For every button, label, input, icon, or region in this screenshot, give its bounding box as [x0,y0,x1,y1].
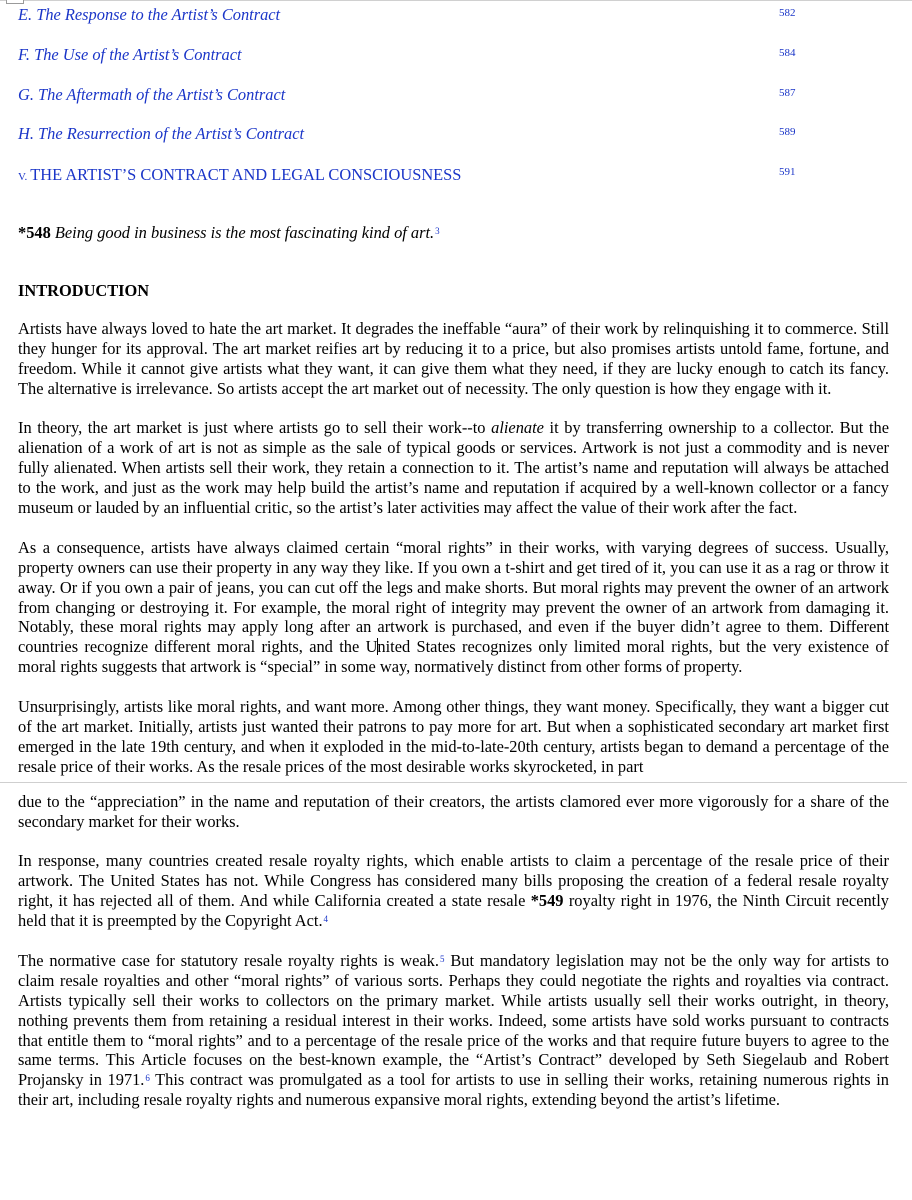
body-paragraph [18,951,889,1110]
paragraph-text: nited States recognizes only limited moral rights, but the very existence of moral rights suggests that artwork is “special” in some way, normatively distinct from other forms of property. [18,637,889,677]
toc-entry-link[interactable] [18,165,461,185]
toc-entry-title: THE ARTIST’S CONTRACT AND LEGAL CONSCIOUSNESS [30,165,462,184]
footnote-link[interactable]: 6 [145,1073,150,1084]
section-heading: INTRODUCTION [18,280,150,300]
toc-page-number[interactable]: 589 [779,126,796,139]
toc-row [18,85,898,125]
toc-row [18,124,898,164]
paragraph-text: royalty right in 1976, the Ninth Circuit recently held that it is preempted by the Copyright Act. [18,891,889,931]
paragraph-text: In theory, the art market is just where artists go to sell their work--to [18,418,492,438]
page-corner-marker [6,0,24,4]
toc-entry-link[interactable]: E. The Response to the Artist’s Contract [18,5,281,24]
toc-row [18,45,898,85]
page-top-border [0,0,912,1]
emphasis-text: alienate [491,418,544,438]
toc-entry-link[interactable]: F. The Use of the Artist’s Contract [18,44,242,64]
paragraph-text: it by transferring ownership to a collector. But the alienation of a work of art is not as simple as the sale of typical goods or services. Artwork is not just a commodity and is never fully alienated. When artists sell their work, they retain a connection to it. The artist’s name and reputation will always be attached to the work, and just as the work may help build the artist’s name and reputation if acquired by a well-known collector or a fancy museum or lauded by an influential critic, so the artist’s later activities may affect the value of their work after the fact. [18,418,889,518]
toc-entry-link[interactable]: H. The Resurrection of the Artist’s Contract [18,124,305,144]
page-break-divider [0,782,907,783]
toc-row [18,164,898,204]
body-paragraph: Artists have always loved to hate the art market. It degrades the ineffable “aura” of their work by relinquishing it to commerce. Still they hunger for its approval. The art market reifies art by reducing it to a price, but also promises artists untold fame, fortune, and freedom. While it cannot give artists what they want, it can give them what they need, if they are lucky enough to catch its fancy. The alternative is irrelevance. So artists accept the art market out of necessity. The only question is how they engage with it. [18,318,889,398]
body-paragraph: Unsurprisingly, artists like moral rights, and want more. Among other things, they want money. Specifically, they want a bigger cut of the art market. Initially, artists just wanted their patrons to pay more for art. But when a sophisticated secondary art market first emerged in the late 19th century, and when it exploded in the mid-to-late-20th century, artists began to demand a percentage of the resale price of their works. As the resale prices of the most desirable works skyrocketed, in part [18,697,889,776]
table-of-contents [18,5,898,204]
star-page-marker: *549 [530,891,564,911]
body-paragraph [18,851,889,931]
paragraph-text: This contract was promulgated as a tool for artists to use in selling their works, retaining numerous rights in their art, including resale royalty rights and numerous expansive moral rights, extending beyond the artist’s lifetime. [18,1070,889,1110]
toc-numeral: V. [18,171,28,183]
toc-page-number[interactable]: 587 [779,86,796,99]
epigraph-quote: Being good in business is the most fascinating kind of art. [54,223,435,242]
body-paragraph [18,538,889,677]
footnote-link[interactable]: 5 [439,953,445,964]
article-body [18,223,889,1130]
epigraph [18,223,889,243]
toc-page-number[interactable]: 591 [779,166,796,178]
body-paragraph [18,418,889,518]
body-paragraph-continued: due to the “appreciation” in the name and reputation of their creators, the artists clamored ever more vigorously for a share of the secondary market for their works. [18,791,889,831]
toc-page-number[interactable]: 584 [779,46,796,59]
paragraph-text: The normative case for statutory resale royalty rights is weak. [18,950,439,970]
footnote-link[interactable]: 3 [435,226,440,236]
paragraph-text: In response, many countries created resale royalty rights, which enable artists to claim a percentage of the resale price of their artwork. The United States has not. While Congress has considered many bills proposing the creation of a federal resale royalty right, it has rejected all of them. And while California created a state resale [18,851,889,911]
paragraph-text: But mandatory legislation may not be the only way for artists to claim resale royalties and other “moral rights” of various sorts. Perhaps they could negotiate the rights and royalties via contract. Artists typically sell their works to collectors on the primary market. While artists usually sell their works outright, in theory, nothing prevents them from retaining a residual interest in their works. Indeed, some artists have sold works pursuant to contracts that entitle them to “moral rights” and to a percentage of the resale price of the works and that require future buyers to agree to the same terms. This Article focuses on the best-known example, the “Artist’s Contract” developed by Seth Siegelaub and Robert Projansky in 1971. [18,950,889,1090]
toc-row [18,5,898,45]
toc-entry-link[interactable]: G. The Aftermath of the Artist’s Contract [18,84,286,104]
star-page-marker: *548 [18,223,51,242]
footnote-link[interactable]: 4 [323,914,329,925]
paragraph-text: As a consequence, artists have always claimed certain “moral rights” in their works, with varying degrees of success. Usually, property owners can use their property in any way they like. If you own a t-shirt and get tired of it, you can use it as a rag or throw it away. Or if you own a pair of jeans, you can cut off the legs and make shorts. But moral rights may prevent the owner of an artwork from changing or destroying it. For example, the moral right of integrity may prevent the owner of an artwork from damaging it. Notably, these moral rights may apply long after an artwork is purchased, and even if the buyer didn’t agree to them. Different countries recognize different moral rights, and the U [18,537,889,657]
toc-page-number[interactable]: 582 [779,7,796,19]
